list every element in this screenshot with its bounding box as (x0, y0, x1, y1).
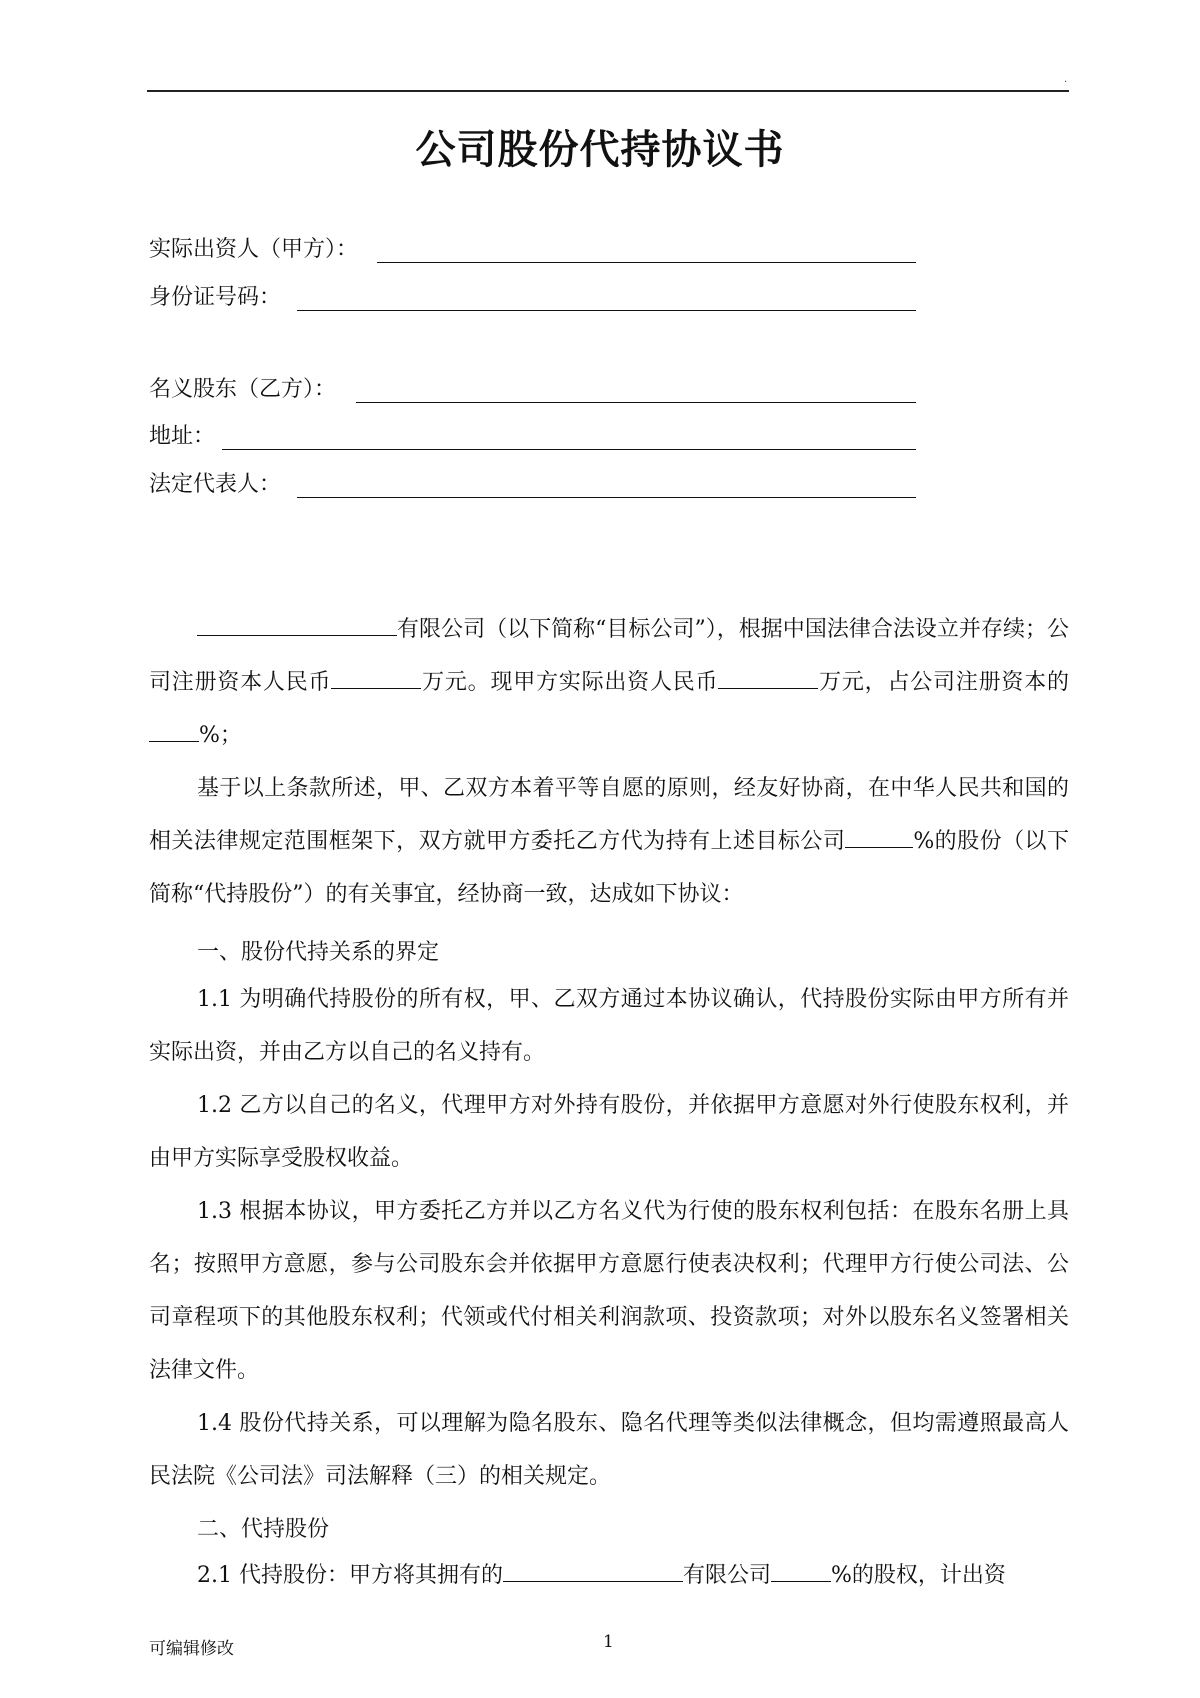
intro-paragraph-2 (149, 762, 1069, 921)
intro-p2-b: %的股份（以下简称“代持股份”）的有关事宜，经协商一致，达成如下协议： (149, 829, 1069, 907)
clause-2-1-b: 有限公司 (682, 1563, 771, 1588)
field-legal-rep-label: 法定代表人： (149, 472, 282, 497)
blank-registered-capital (331, 664, 421, 689)
field-nominee (149, 374, 336, 406)
field-address-label: 地址： (149, 424, 216, 449)
field-nominee-blank (356, 374, 916, 403)
clause-2-1-c: %的股权，计出资 (831, 1563, 1006, 1588)
blank-contribution (718, 664, 818, 689)
field-investor-label: 实际出资人（甲方）： (149, 237, 359, 262)
footer-editable-note: 可编辑修改 (149, 1639, 234, 1659)
clause-1-4: 1.4 股份代持关系，可以理解为隐名股东、隐名代理等类似法律概念，但均需遵照最高人民法院《公司法》司法解释（三）的相关规定。 (149, 1411, 1069, 1489)
field-address (149, 421, 215, 453)
clause-2-1-a: 2.1 代持股份：甲方将其拥有的 (197, 1563, 503, 1588)
section-2-body (149, 1549, 1069, 1602)
clause-1-2: 1.2 乙方以自己的名义，代理甲方对外持有股份，并依据甲方意愿对外行使股东权利，并由甲方实际享受股权收益。 (149, 1093, 1069, 1171)
field-investor (149, 234, 358, 266)
intro-p1-b: 万元。现甲方实际出资人民币 (421, 670, 719, 695)
field-investor-blank (377, 234, 916, 263)
intro-p1-d: %； (199, 723, 242, 748)
field-legal-rep-blank (297, 469, 916, 498)
page-number: 1 (603, 1632, 614, 1652)
section-1-heading: 一、股份代持关系的界定 (197, 940, 440, 965)
intro-p1-c: 万元，占公司注册资本的 (818, 670, 1069, 695)
field-id-number (149, 282, 281, 314)
header-rule (147, 90, 1069, 92)
field-id-number-blank (297, 282, 916, 311)
intro-section (149, 603, 1069, 921)
clause-2-1 (149, 1549, 1069, 1602)
clause-1-3: 1.3 根据本协议，甲方委托乙方并以乙方名义代为行使的股东权利包括：在股东名册上具名；按照甲方意愿，参与公司股东会并依据甲方意愿行使表决权利；代理甲方行使公司法、公司章程项下的其他股东权利；代领或代付相关利润款项、投资款项；对外以股东名义签署相关法律文件。 (149, 1199, 1069, 1383)
intro-p2-a: 基于以上条款所述，甲、乙双方本着平等自愿的原则，经友好协商，在中华人民共和国的相关法律规定范围框架下，双方就甲方委托乙方代为持有上述目标公司 (149, 776, 1069, 854)
intro-paragraph-1 (149, 603, 1069, 762)
clause-1-1: 1.1 为明确代持股份的所有权，甲、乙双方通过本协议确认，代持股份实际由甲方所有并实际出资，并由乙方以自己的名义持有。 (149, 987, 1069, 1065)
blank-percentage (149, 717, 199, 742)
section-1-body (149, 973, 1069, 1503)
document-title: 公司股份代持协议书 (415, 127, 785, 173)
header-mark: . (1064, 74, 1068, 85)
field-address-blank (222, 421, 916, 450)
blank-percentage-2 (771, 1557, 831, 1582)
field-legal-rep (149, 469, 281, 501)
section-2-heading: 二、代持股份 (197, 1517, 330, 1542)
field-id-number-label: 身份证号码： (149, 285, 282, 310)
blank-company-name (197, 611, 397, 636)
intro-p1-a: 有限公司（以下简称“目标公司”），根据中国法律合法设立并存续；公司注册资本人民币 (149, 617, 1069, 695)
blank-share-percentage (845, 823, 913, 848)
blank-company-2 (503, 1557, 683, 1582)
field-nominee-label: 名义股东（乙方）： (149, 377, 337, 402)
